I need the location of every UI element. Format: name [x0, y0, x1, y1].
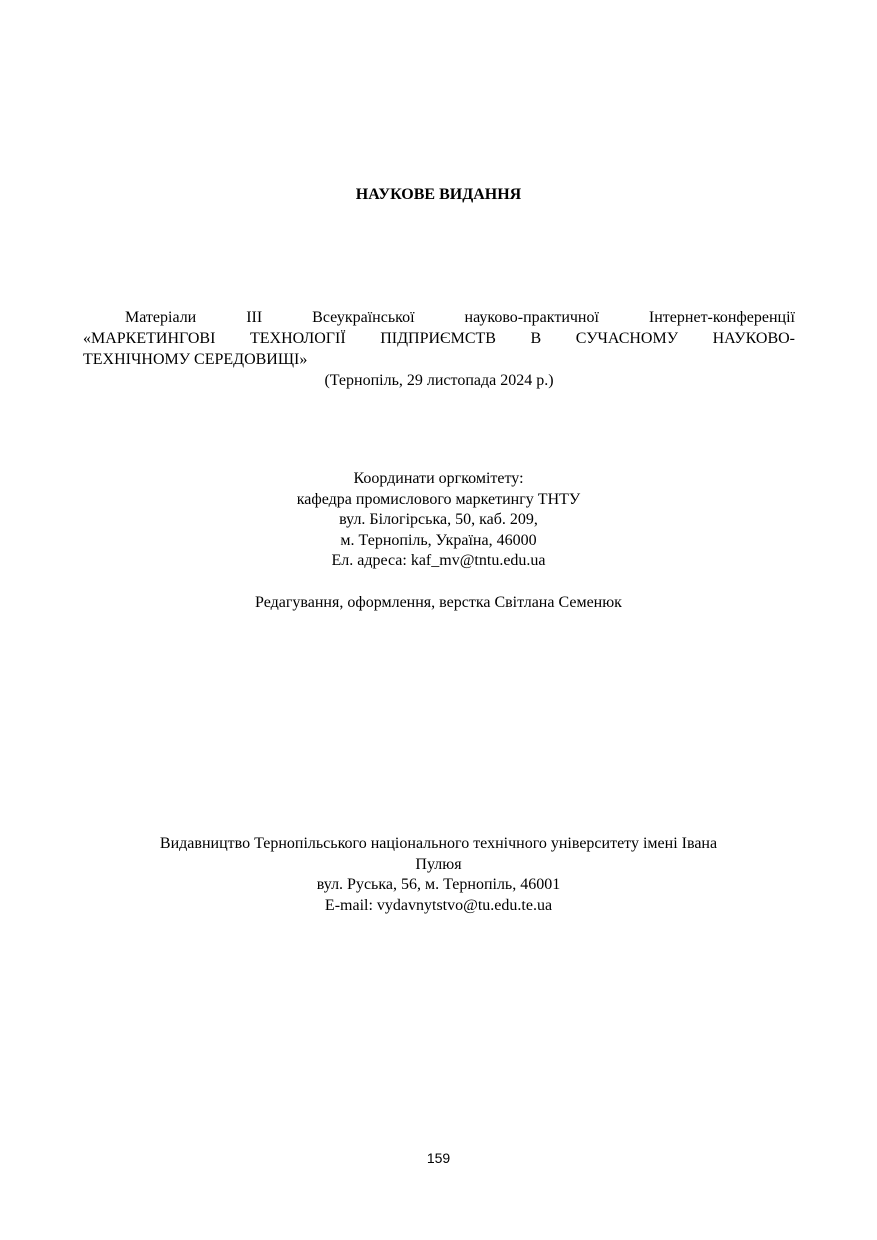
organizing-committee-block	[0, 469, 877, 572]
organizing-committee-email: Ел. адреса: kaf_mv@tntu.edu.ua	[331, 552, 546, 569]
organizing-committee-title: Координати оргкомітету:	[353, 470, 524, 487]
editing-credits: Редагування, оформлення, верстка Світлана Семенюк	[255, 594, 622, 611]
publisher-address: вул. Руська, 56, м. Тернопіль, 46001	[316, 876, 561, 893]
page-number: 159	[426, 1150, 451, 1166]
organizing-committee-city: м. Тернопіль, Україна, 46000	[340, 531, 537, 549]
conference-intro-line-1: Матеріали III Всеукраїнської науково-практичної Інтернет-конференції	[125, 309, 795, 326]
conference-intro-line-3: ТЕХНІЧНОМУ СЕРЕДОВИЩІ»	[83, 351, 308, 368]
page-title: НАУКОВЕ ВИДАННЯ	[355, 186, 522, 203]
publisher-email: E-mail: vydavnytstvo@tu.edu.te.ua	[324, 896, 553, 914]
conference-date: (Тернопіль, 29 листопада 2024 р.)	[324, 372, 554, 389]
publisher-name-line-2: Пулюя	[415, 855, 462, 873]
conference-intro-line-2: «МАРКЕТИНГОВІ ТЕХНОЛОГІЇ ПІДПРИЄМСТВ В СУЧАСНОМУ НАУКОВО-	[83, 330, 795, 347]
organizing-committee-street: вул. Білогірська, 50, каб. 209,	[339, 511, 538, 528]
organizing-committee-department: кафедра промислового маркетингу ТНТУ	[296, 490, 581, 508]
publisher-block	[0, 834, 877, 916]
publisher-name-line-1: Видавництво Тернопільського національного технічного університету імені Івана	[159, 835, 718, 852]
conference-description	[83, 307, 795, 391]
